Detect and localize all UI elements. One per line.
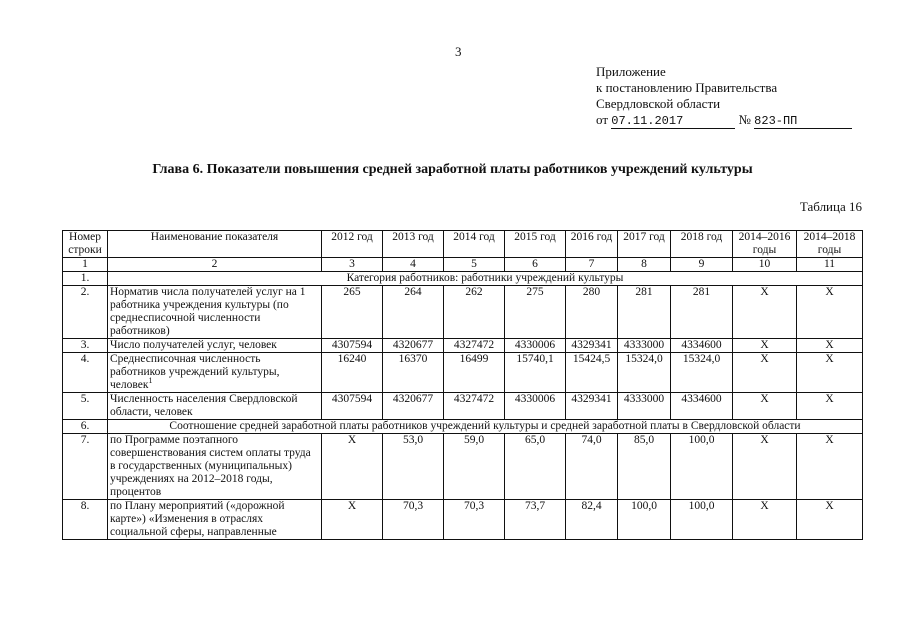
header-cell: Наименование показателя	[108, 231, 322, 258]
header-cell: 2015 год	[505, 231, 566, 258]
value-cell: 85,0	[618, 434, 671, 500]
column-number: 4	[383, 258, 444, 272]
indicator-name: Среднесписочная численность работников учреждений культуры, человек	[110, 353, 280, 391]
value-cell: Х	[733, 393, 797, 420]
value-cell: 15424,5	[566, 353, 618, 393]
table-row	[63, 272, 863, 286]
footnote-marker: 1	[148, 376, 153, 386]
row-number: 4.	[63, 353, 108, 393]
value-cell: 15740,1	[505, 353, 566, 393]
value-cell: Х	[733, 353, 797, 393]
value-cell: Х	[797, 353, 863, 393]
value-cell: 82,4	[566, 500, 618, 540]
table-row	[63, 500, 863, 540]
header-cell: 2016 год	[566, 231, 618, 258]
column-number: 3	[322, 258, 383, 272]
decree-number: 823-ПП	[754, 115, 852, 129]
value-cell: 100,0	[618, 500, 671, 540]
header-cell: 2017 год	[618, 231, 671, 258]
value-cell: Х	[797, 286, 863, 339]
column-number: 1	[63, 258, 108, 272]
column-number: 6	[505, 258, 566, 272]
row-number: 1.	[63, 272, 108, 286]
value-cell: 74,0	[566, 434, 618, 500]
approval-line-2: к постановлению Правительства	[596, 80, 778, 95]
column-number: 2	[108, 258, 322, 272]
column-number: 10	[733, 258, 797, 272]
value-cell: 100,0	[671, 434, 733, 500]
value-cell: 4334600	[671, 339, 733, 353]
header-cell: 2014–2016 годы	[733, 231, 797, 258]
value-cell: 70,3	[383, 500, 444, 540]
table-row	[63, 420, 863, 434]
header-cell: 2012 год	[322, 231, 383, 258]
value-cell: 265	[322, 286, 383, 339]
value-cell: Х	[733, 434, 797, 500]
number-label: №	[738, 112, 751, 127]
value-cell: 4330006	[505, 393, 566, 420]
value-cell: Х	[797, 393, 863, 420]
value-cell: 4333000	[618, 339, 671, 353]
value-cell: 53,0	[383, 434, 444, 500]
row-number: 8.	[63, 500, 108, 540]
value-cell: 262	[444, 286, 505, 339]
column-number: 7	[566, 258, 618, 272]
table-row	[63, 339, 863, 353]
value-cell: Х	[322, 434, 383, 500]
value-cell: 4320677	[383, 339, 444, 353]
value-cell: 280	[566, 286, 618, 339]
value-cell: Х	[797, 434, 863, 500]
page-number: 3	[455, 44, 462, 59]
decree-date: 07.11.2017	[611, 115, 735, 129]
from-label: от	[596, 112, 609, 127]
section-heading: Соотношение средней заработной платы работников учреждений культуры и средней заработной платы в Свердловской области	[108, 420, 863, 434]
value-cell: 4334600	[671, 393, 733, 420]
value-cell: 59,0	[444, 434, 505, 500]
column-number: 5	[444, 258, 505, 272]
value-cell: Х	[797, 500, 863, 540]
header-cell: Номер строки	[63, 231, 108, 258]
value-cell: 4327472	[444, 393, 505, 420]
value-cell: 16240	[322, 353, 383, 393]
table-row	[63, 286, 863, 339]
value-cell: 100,0	[671, 500, 733, 540]
approval-date-line	[596, 112, 852, 129]
column-number-row	[63, 258, 863, 272]
column-number: 9	[671, 258, 733, 272]
value-cell: 4329341	[566, 393, 618, 420]
value-cell: 65,0	[505, 434, 566, 500]
value-cell: 15324,0	[671, 353, 733, 393]
approval-line-3: Свердловской области	[596, 96, 721, 111]
header-row	[63, 231, 863, 258]
value-cell: 4329341	[566, 339, 618, 353]
header-cell: 2014–2018 годы	[797, 231, 863, 258]
table-label: Таблица 16	[799, 199, 862, 214]
value-cell: 4307594	[322, 393, 383, 420]
value-cell: Х	[797, 339, 863, 353]
approval-block	[596, 64, 852, 129]
table-row	[63, 434, 863, 500]
header-cell: 2013 год	[383, 231, 444, 258]
indicator-name: Численность населения Свердловской области, человек	[108, 393, 322, 420]
indicators-table	[62, 230, 863, 540]
approval-line-1: Приложение	[596, 64, 666, 79]
value-cell: 16499	[444, 353, 505, 393]
value-cell: 4330006	[505, 339, 566, 353]
value-cell: Х	[322, 500, 383, 540]
row-number: 6.	[63, 420, 108, 434]
value-cell: 16370	[383, 353, 444, 393]
value-cell: 281	[671, 286, 733, 339]
table-row	[63, 393, 863, 420]
row-number: 5.	[63, 393, 108, 420]
indicator-name: Число получателей услуг, человек	[108, 339, 322, 353]
value-cell: 4327472	[444, 339, 505, 353]
value-cell: Х	[733, 286, 797, 339]
indicator-name-with-footnote	[108, 353, 322, 393]
indicator-name: по Программе поэтапного совершенствования систем оплаты труда в государственных (муниципальных) учреждениях на 2012–2018 годы, процентов	[108, 434, 322, 500]
chapter-title: Глава 6. Показатели повышения средней заработной платы работников учреждений культуры	[152, 162, 753, 177]
value-cell: 4307594	[322, 339, 383, 353]
value-cell: 275	[505, 286, 566, 339]
value-cell: 4333000	[618, 393, 671, 420]
value-cell: 264	[383, 286, 444, 339]
value-cell: 73,7	[505, 500, 566, 540]
header-cell: 2018 год	[671, 231, 733, 258]
value-cell: 70,3	[444, 500, 505, 540]
row-number: 7.	[63, 434, 108, 500]
value-cell: Х	[733, 339, 797, 353]
section-heading: Категория работников: работники учреждений культуры	[108, 272, 863, 286]
indicator-name: по Плану мероприятий («дорожной карте») «Изменения в отраслях социальной сферы, направленные	[108, 500, 322, 540]
value-cell: 281	[618, 286, 671, 339]
row-number: 2.	[63, 286, 108, 339]
column-number: 11	[797, 258, 863, 272]
table-row	[63, 353, 863, 393]
value-cell: Х	[733, 500, 797, 540]
indicator-name: Норматив числа получателей услуг на 1 работника учреждения культуры (по среднесписочной численности работников)	[108, 286, 322, 339]
header-cell: 2014 год	[444, 231, 505, 258]
value-cell: 15324,0	[618, 353, 671, 393]
value-cell: 4320677	[383, 393, 444, 420]
row-number: 3.	[63, 339, 108, 353]
column-number: 8	[618, 258, 671, 272]
